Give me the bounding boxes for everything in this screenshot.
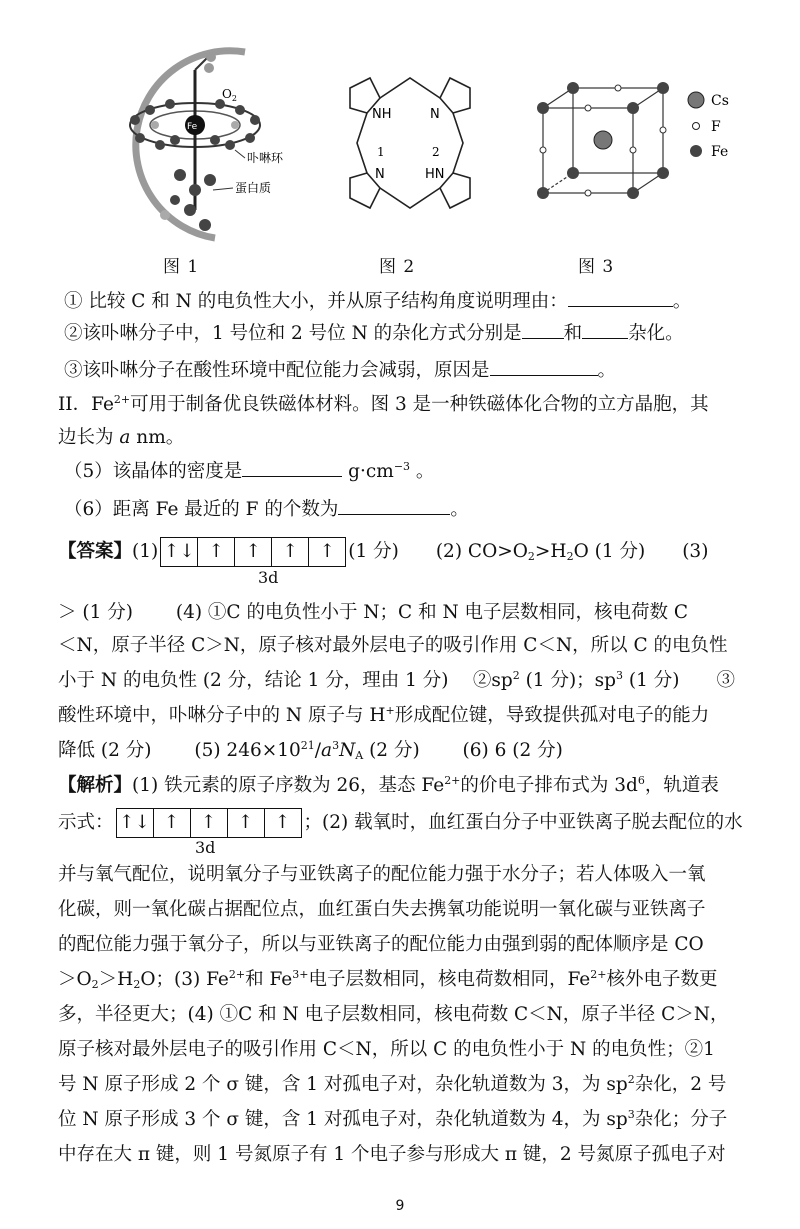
orbital-diagram-answer: ↑↓ ↑ ↑ ↑ ↑ — [160, 537, 346, 567]
analysis-line-7: 多，半径更大；(4) ①C 和 N 电子层数相同，核电荷数 C＜N，原子半径 C＞N， — [58, 1004, 729, 1025]
orbital-label-answer: 3d — [258, 568, 279, 587]
answer-blank-4-2a[interactable] — [522, 320, 564, 339]
answer-blank-6[interactable] — [338, 496, 450, 515]
hn-label: HN — [425, 167, 445, 182]
answer-line-3: ＜N，原子半径 C＞N，原子核对最外层电子的吸引作用 C＜N，所以 C 的电负性 — [58, 635, 728, 656]
orbital-diagram-analysis: ↑↓ ↑ ↑ ↑ ↑ — [116, 808, 302, 838]
answer-line-1: 【答案】(1) ↑↓ ↑ ↑ ↑ ↑ (1 分) (2) $CO>O_2>H_2O$ (1 分) (3) — [58, 537, 770, 567]
answer-line-5: 酸性环境中，卟啉分子中的 N 原子与 H+形成配位键，导致提供孤对电子的能力 — [58, 704, 710, 726]
legend-fe: Fe — [711, 144, 729, 160]
analysis-tag: 【解析】 — [58, 775, 133, 796]
answer-line-2: ＞ (1 分) (4) ①C 的电负性小于 N；C 和 N 电子层数相同，核电荷数 C — [58, 602, 689, 623]
cs-atom-center — [594, 131, 612, 149]
answer-tag: 【答案】 — [58, 541, 133, 562]
number-2: 2 — [432, 145, 440, 159]
analysis-line-11: 中存在大 π 键，则 1 号氮原子有 1 个电子参与形成大 π 键，2 号氮原子孤电子对 — [58, 1144, 726, 1165]
fe-label: Fe — [187, 122, 198, 132]
figure-3-caption: 图 3 — [578, 257, 615, 277]
analysis-line-8: 原子核对最外层电子的吸引作用 C＜N，所以 C 的电负性小于 N 的电负性；②1 — [58, 1039, 715, 1060]
figure-1-caption: 图 1 — [163, 257, 200, 277]
analysis-line-1: 【解析】(1) 铁元素的原子序数为 26，基态 $Fe^{2+}$的价电子排布式为 $3d^6$，轨道表 — [58, 774, 719, 796]
legend-f: F — [711, 119, 721, 135]
analysis-line-3: 并与氧气配位，说明氧分子与亚铁离子的配位能力强于水分子；若人体吸入一氧 — [58, 864, 706, 885]
analysis-line-9: 号 N 原子形成 2 个 σ 键，含 1 对孤电子对，杂化轨道数为 3，为 $sp^2$杂化，2 号 — [58, 1073, 727, 1095]
page-number: 9 — [395, 1198, 405, 1214]
part-2-intro-line2: 边长为 a nm。 — [58, 427, 185, 448]
analysis-line-4: 化碳，则一氧化碳占据配位点，血红蛋白失去携氧功能说明一氧化碳与亚铁离子 — [58, 899, 706, 920]
question-4-1: ① 比较 C 和 N 的电负性大小，并从原子结构角度说明理由： 。 — [64, 288, 770, 315]
part-2-intro: II．$Fe^{2+}$可用于制备优良铁磁体材料。图 3 是一种铁磁体化合物的立方晶胞，其 — [58, 393, 709, 415]
figure-2-porphyrin-structure — [335, 68, 485, 218]
n-label-top: N — [430, 107, 440, 122]
answer-blank-5[interactable] — [242, 458, 342, 477]
orbital-label-analysis: 3d — [195, 838, 216, 857]
question-5: （5）该晶体的密度是 $g\cdot cm^{-3}$ 。 — [64, 460, 435, 482]
number-1: 1 — [377, 145, 385, 159]
n-label-bottom: N — [375, 167, 385, 182]
figure-2-caption: 图 2 — [379, 257, 416, 277]
figure-1-heme-diagram — [95, 40, 295, 245]
nh-label: NH — [372, 107, 392, 122]
o2-atom — [204, 63, 214, 73]
answer-line-6: 降低 (2 分) (5) $246\times 10^{21}/a^3N_A$ (2 分) (6) 6 (2 分) — [58, 739, 563, 762]
question-4-2: ②该卟啉分子中，1 号位和 2 号位 N 的杂化方式分别是 和 杂化。 — [64, 320, 770, 347]
svg-text:O2 — [222, 87, 237, 103]
figure-3-unit-cell — [528, 78, 778, 208]
answer-line-4: 小于 N 的电负性 (2 分，结论 1 分，理由 1 分) $②sp^2$ (1 分)；$sp^3$ (1 分) ③ — [58, 669, 735, 691]
question-4-3: ③该卟啉分子在酸性环境中配位能力会减弱，原因是 。 — [64, 357, 770, 384]
analysis-line-6: $>O_2>H_2O$；(3) $Fe^{2+}$和 $Fe^{3+}$电子层数相同，核电荷数相同，$Fe^{2+}$核外电子数更 — [58, 968, 718, 991]
answer-blank-4-2b[interactable] — [582, 320, 628, 339]
legend-cs: Cs — [711, 93, 729, 109]
analysis-line-10: 位 N 原子形成 3 个 σ 键，含 1 对孤电子对，杂化轨道数为 4，为 $sp^3$杂化；分子 — [58, 1108, 728, 1130]
question-6: （6）距离 Fe 最近的 F 的个数为 。 — [64, 496, 770, 523]
analysis-line-2: 示式： ↑↓ ↑ ↑ ↑ ↑ ；(2) 载氧时，血红蛋白分子中亚铁离子脱去配位的水 — [58, 808, 770, 838]
answer-blank-4-1[interactable] — [568, 288, 673, 307]
o2-label: O — [222, 87, 232, 101]
analysis-line-5: 的配位能力强于氧分子，所以与亚铁离子的配位能力由强到弱的配体顺序是 CO — [58, 934, 704, 955]
porphyrin-label: 卟啉环 — [247, 151, 284, 165]
protein-label: 蛋白质 — [235, 181, 272, 195]
legend — [688, 92, 729, 160]
o2-label-sub: 2 — [231, 94, 237, 103]
answer-blank-4-3[interactable] — [490, 357, 598, 376]
